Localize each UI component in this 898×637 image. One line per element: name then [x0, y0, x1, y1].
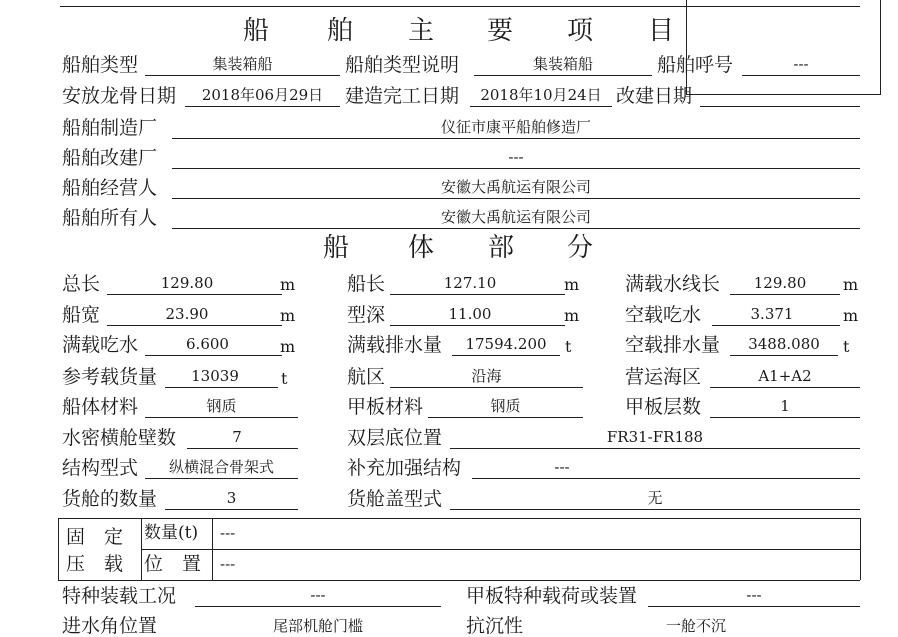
- title-char: 船: [323, 233, 350, 263]
- ref-cargo-value: 13039: [191, 367, 239, 385]
- modifier-label: 船舶改建厂: [62, 147, 158, 169]
- light-draft-value: 3.371: [750, 305, 794, 323]
- operating-area-value: A1+A2: [758, 367, 812, 385]
- modifier-value: ---: [508, 148, 524, 166]
- depth-value: 11.00: [448, 305, 492, 323]
- special-loading-label: 特种装载工况: [62, 585, 177, 607]
- deck-material-value: 钢质: [490, 397, 521, 415]
- builder-label: 船舶制造厂: [62, 117, 158, 139]
- ship-type-desc-value: 集装箱船: [532, 55, 593, 73]
- ballast-label-rule: [212, 518, 213, 580]
- wl-length-underline: [730, 294, 840, 295]
- ballast-pos-value: ---: [220, 555, 236, 573]
- ship-type-desc-underline: [474, 75, 652, 76]
- title-char: 目: [648, 16, 675, 46]
- wl-length-label: 满载水线长: [625, 273, 721, 295]
- ballast-bottom-rule: [58, 580, 860, 581]
- ballast-qty-value: ---: [220, 524, 236, 542]
- ref-cargo-underline: [165, 387, 278, 388]
- deck-special-value: ---: [746, 586, 762, 604]
- extra-structure-underline: [472, 478, 860, 479]
- operating-area-label: 营运海区: [625, 366, 702, 388]
- title-char: 分: [567, 233, 594, 263]
- depth-label: 型深: [347, 304, 386, 326]
- keel-date-value: 2018年06月29日: [201, 86, 324, 104]
- double-bottom-label: 双层底位置: [347, 427, 443, 449]
- deck-layers-label: 甲板层数: [625, 396, 702, 418]
- structure-underline: [145, 478, 298, 479]
- operator-label: 船舶经营人: [62, 177, 158, 199]
- deck-material-underline: [428, 417, 583, 418]
- modifier-underline: [172, 168, 860, 169]
- title-char: 要: [487, 16, 514, 46]
- loa-value: 129.80: [160, 274, 214, 292]
- ballast-left-rule: [58, 518, 59, 580]
- owner-value: 安徽大禹航运有限公司: [440, 208, 591, 226]
- wl-length-value: 129.80: [753, 274, 807, 292]
- light-draft-unit: m: [843, 306, 859, 325]
- ballast-pos-label: 位 置: [144, 553, 202, 575]
- hull-material-underline: [145, 417, 298, 418]
- keel-date-label: 安放龙骨日期: [62, 85, 177, 107]
- nav-area-underline: [390, 387, 583, 388]
- ballast-qty-label: 数量(t): [144, 523, 199, 543]
- ship-type-label: 船舶类型: [62, 54, 139, 76]
- call-sign-value: ---: [793, 55, 809, 73]
- light-draft-label: 空载吃水: [625, 304, 702, 326]
- depth-underline: [390, 325, 565, 326]
- length-label: 船长: [347, 273, 386, 295]
- holds-value: 3: [226, 489, 237, 507]
- ballast-mid-rule: [141, 549, 860, 550]
- full-disp-unit: t: [565, 337, 572, 356]
- breadth-underline: [107, 325, 282, 326]
- loa-label: 总长: [62, 273, 101, 295]
- bulkheads-label: 水密横舱壁数: [62, 427, 177, 449]
- hatch-cover-value: 无: [647, 489, 663, 507]
- structure-label: 结构型式: [62, 457, 139, 479]
- ship-type-underline: [145, 75, 340, 76]
- ballast-right-rule: [860, 518, 861, 580]
- full-draft-label: 满载吃水: [62, 334, 139, 356]
- double-bottom-underline: [450, 448, 860, 449]
- ballast-top-rule: [58, 518, 860, 519]
- full-draft-value: 6.600: [186, 335, 229, 353]
- completion-date-underline: [470, 106, 612, 107]
- flooding-value: 尾部机舱门槛: [272, 617, 363, 635]
- builder-underline: [172, 138, 860, 139]
- deck-special-underline: [648, 606, 860, 607]
- title-char: 舶: [327, 16, 354, 46]
- sinkage-value: 一舱不沉: [665, 617, 726, 635]
- deck-special-label: 甲板特种载荷或装置: [466, 585, 638, 607]
- operator-value: 安徽大禹航运有限公司: [440, 178, 591, 196]
- keel-date-underline: [185, 106, 340, 107]
- double-bottom-value: FR31-FR188: [606, 428, 704, 446]
- nav-area-label: 航区: [347, 366, 386, 388]
- ship-type-value: 集装箱船: [212, 55, 273, 73]
- breadth-unit: m: [280, 306, 296, 325]
- breadth-label: 船宽: [62, 304, 101, 326]
- bulkheads-value: 7: [232, 428, 242, 446]
- length-unit: m: [564, 275, 580, 294]
- full-draft-unit: m: [280, 337, 296, 356]
- special-loading-underline: [195, 606, 441, 607]
- hatch-cover-label: 货舱盖型式: [347, 488, 443, 510]
- deck-layers-value: 1: [780, 397, 790, 415]
- breadth-value: 23.90: [165, 305, 209, 323]
- call-sign-label: 船舶呼号: [657, 54, 734, 76]
- depth-unit: m: [564, 306, 580, 325]
- stamp-box: [686, 0, 881, 95]
- owner-label: 船舶所有人: [62, 207, 158, 229]
- length-value: 127.10: [443, 274, 497, 292]
- bulkheads-underline: [187, 448, 298, 449]
- modification-date-underline: [700, 106, 860, 107]
- operating-area-underline: [710, 387, 860, 388]
- holds-label: 货舱的数量: [62, 488, 158, 510]
- ballast-title-line1: 固 定: [66, 526, 124, 548]
- wl-length-unit: m: [843, 275, 859, 294]
- completion-date-value: 2018年10月24日: [480, 86, 602, 104]
- call-sign-underline: [742, 75, 860, 76]
- deck-material-label: 甲板材料: [347, 396, 424, 418]
- ref-cargo-unit: t: [281, 369, 288, 388]
- full-disp-label: 满载排水量: [347, 334, 443, 356]
- loa-underline: [107, 294, 282, 295]
- ballast-title-rule: [141, 518, 142, 580]
- title-char: 项: [567, 16, 594, 46]
- nav-area-value: 沿海: [471, 367, 502, 385]
- flooding-label: 进水角位置: [62, 615, 158, 637]
- full-disp-underline: [452, 355, 560, 356]
- structure-value: 纵横混合骨架式: [168, 458, 274, 476]
- full-disp-value: 17594.200: [465, 335, 547, 353]
- title-char: 体: [408, 233, 435, 263]
- light-disp-label: 空载排水量: [625, 334, 721, 356]
- sinkage-label: 抗沉性: [466, 615, 524, 637]
- ship-type-desc-label: 船舶类型说明: [345, 54, 460, 76]
- operator-underline: [172, 198, 860, 199]
- full-draft-underline: [145, 355, 282, 356]
- hatch-cover-underline: [450, 509, 860, 510]
- light-disp-unit: t: [843, 337, 850, 356]
- length-underline: [390, 294, 565, 295]
- builder-value: 仪征市康平船舶修造厂: [440, 118, 591, 136]
- extra-structure-value: ---: [554, 458, 570, 476]
- owner-underline: [172, 228, 860, 229]
- light-disp-underline: [730, 355, 838, 356]
- special-loading-value: ---: [310, 586, 326, 604]
- light-draft-underline: [712, 325, 840, 326]
- completion-date-label: 建造完工日期: [345, 85, 460, 107]
- title-char: 部: [488, 233, 515, 263]
- title-char: 主: [408, 16, 435, 46]
- holds-underline: [165, 509, 298, 510]
- ref-cargo-label: 参考载货量: [62, 366, 158, 388]
- deck-layers-underline: [710, 417, 860, 418]
- loa-unit: m: [280, 275, 296, 294]
- extra-structure-label: 补充加强结构: [347, 457, 462, 479]
- title-char: 船: [243, 16, 270, 46]
- light-disp-value: 3488.080: [748, 335, 820, 353]
- modification-date-label: 改建日期: [616, 85, 693, 107]
- ballast-title-line2: 压 载: [66, 553, 124, 575]
- hull-material-label: 船体材料: [62, 396, 139, 418]
- hull-material-value: 钢质: [206, 397, 237, 415]
